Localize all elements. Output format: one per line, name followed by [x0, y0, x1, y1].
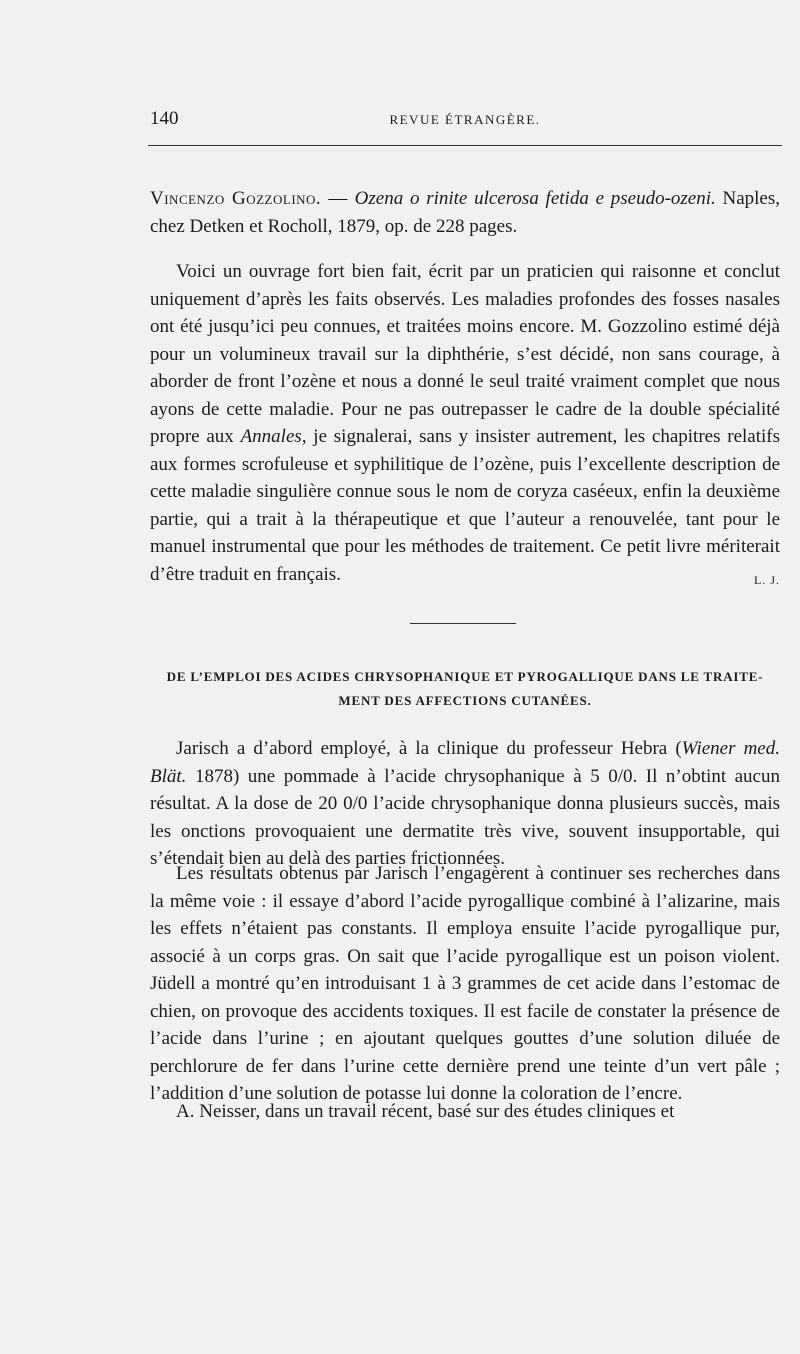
review-author: Vincenzo Gozzolino. — [150, 188, 348, 209]
review-publication: Naples, chez Detken et Rocholl, 1879, op. de 228 pages. [150, 188, 781, 237]
review-signature: L. J. [754, 572, 780, 587]
review-entry [150, 185, 780, 240]
article-p1-citation: Wiener med. Blät. [150, 738, 780, 787]
review-text-part1: Voici un ouvrage fort bien fait, écrit par un praticien qui raisonne et conclut uniquement d’après les faits observés. Les maladies profondes des fosses nasales ont été jusqu’ici peu connues, et traitées moins encore. M. Gozzolino estimé déjà pour un volumineux travail sur la diphthérie, s’est décidé, non sans courage, à aborder de front l’ozène et nous a donné le seul traité vraiment complet que nous ayons de cette maladie. Pour ne pas outrepasser le cadre de la double spécialité propre aux [150, 261, 780, 447]
article-title-line1: DE L’EMPLOI DES ACIDES CHRYSOPHANIQUE ET PYROGALLIQUE DANS LE TRAITE- [166, 669, 764, 684]
article-title-line2: MENT DES AFFECTIONS CUTANÉES. [338, 693, 592, 708]
running-head: REVUE ÉTRANGÈRE. [389, 112, 541, 127]
section-divider [410, 623, 516, 624]
review-text-part2: je signalerai, sans y insister autrement, les chapitres relatifs aux formes scrofuleuse et syphilitique de l’ozène, puis l’excellente description de cette maladie singulière connue sous le nom de coryza caséeux, enfin la deuxième partie, qui a trait à la thérapeutique et que l’auteur a renouvelée, tant pour le manuel instrumental que pour les méthodes de traitement. Ce petit livre mériterait d’être traduit en français. [150, 426, 780, 585]
article-paragraph-1 [150, 735, 780, 873]
article-paragraph-3: A. Neisser, dans un travail récent, basé sur des études cliniques et [176, 1101, 675, 1122]
article-p1-text-a: Jarisch a d’abord employé, à la clinique du professeur Hebra ( [176, 738, 682, 759]
review-paragraph [150, 258, 780, 594]
review-italic-annales: Annales, [240, 426, 307, 447]
header-rule [148, 145, 782, 146]
article-p1-text-b: 1878) une pommade à l’acide chrysophanique à 5 0/0. Il n’obtint aucun résultat. A la dose de 20 0/0 l’acide chrysophanique donna plusieurs succès, mais les onctions provoquaient une dermatite très vive, souvent insupportable, qui s’étendait bien au delà des parties frictionnées. [150, 765, 780, 869]
article-title [150, 665, 780, 713]
article-paragraph-2: Les résultats obtenus par Jarisch l’engagèrent à continuer ses recherches dans la même voie : il essaye d’abord l’acide pyrogallique combiné à l’alizarine, mais les effets n’étaient pas constants. Il employa ensuite l’acide pyrogallique pur, associé à un corps gras. On sait que l’acide pyrogallique est un poison violent. Jüdell a montré qu’en introduisant 1 à 3 grammes de cet acide dans l’estomac de chien, on provoque des accidents toxiques. Il est facile de constater la présence de l’acide dans l’urine ; en ajoutant quelques gouttes d’une solution diluée de perchlorure de fer dans l’urine cette dernière prend une teinte d’un vert pâle ; l’addition d’une solution de potasse lui donne la coloration de l’encre. [150, 863, 780, 1104]
page-header [150, 108, 780, 132]
page-number: 140 [150, 108, 179, 129]
review-title: Ozena o rinite ulcerosa fetida e pseudo-ozeni. [354, 188, 716, 209]
